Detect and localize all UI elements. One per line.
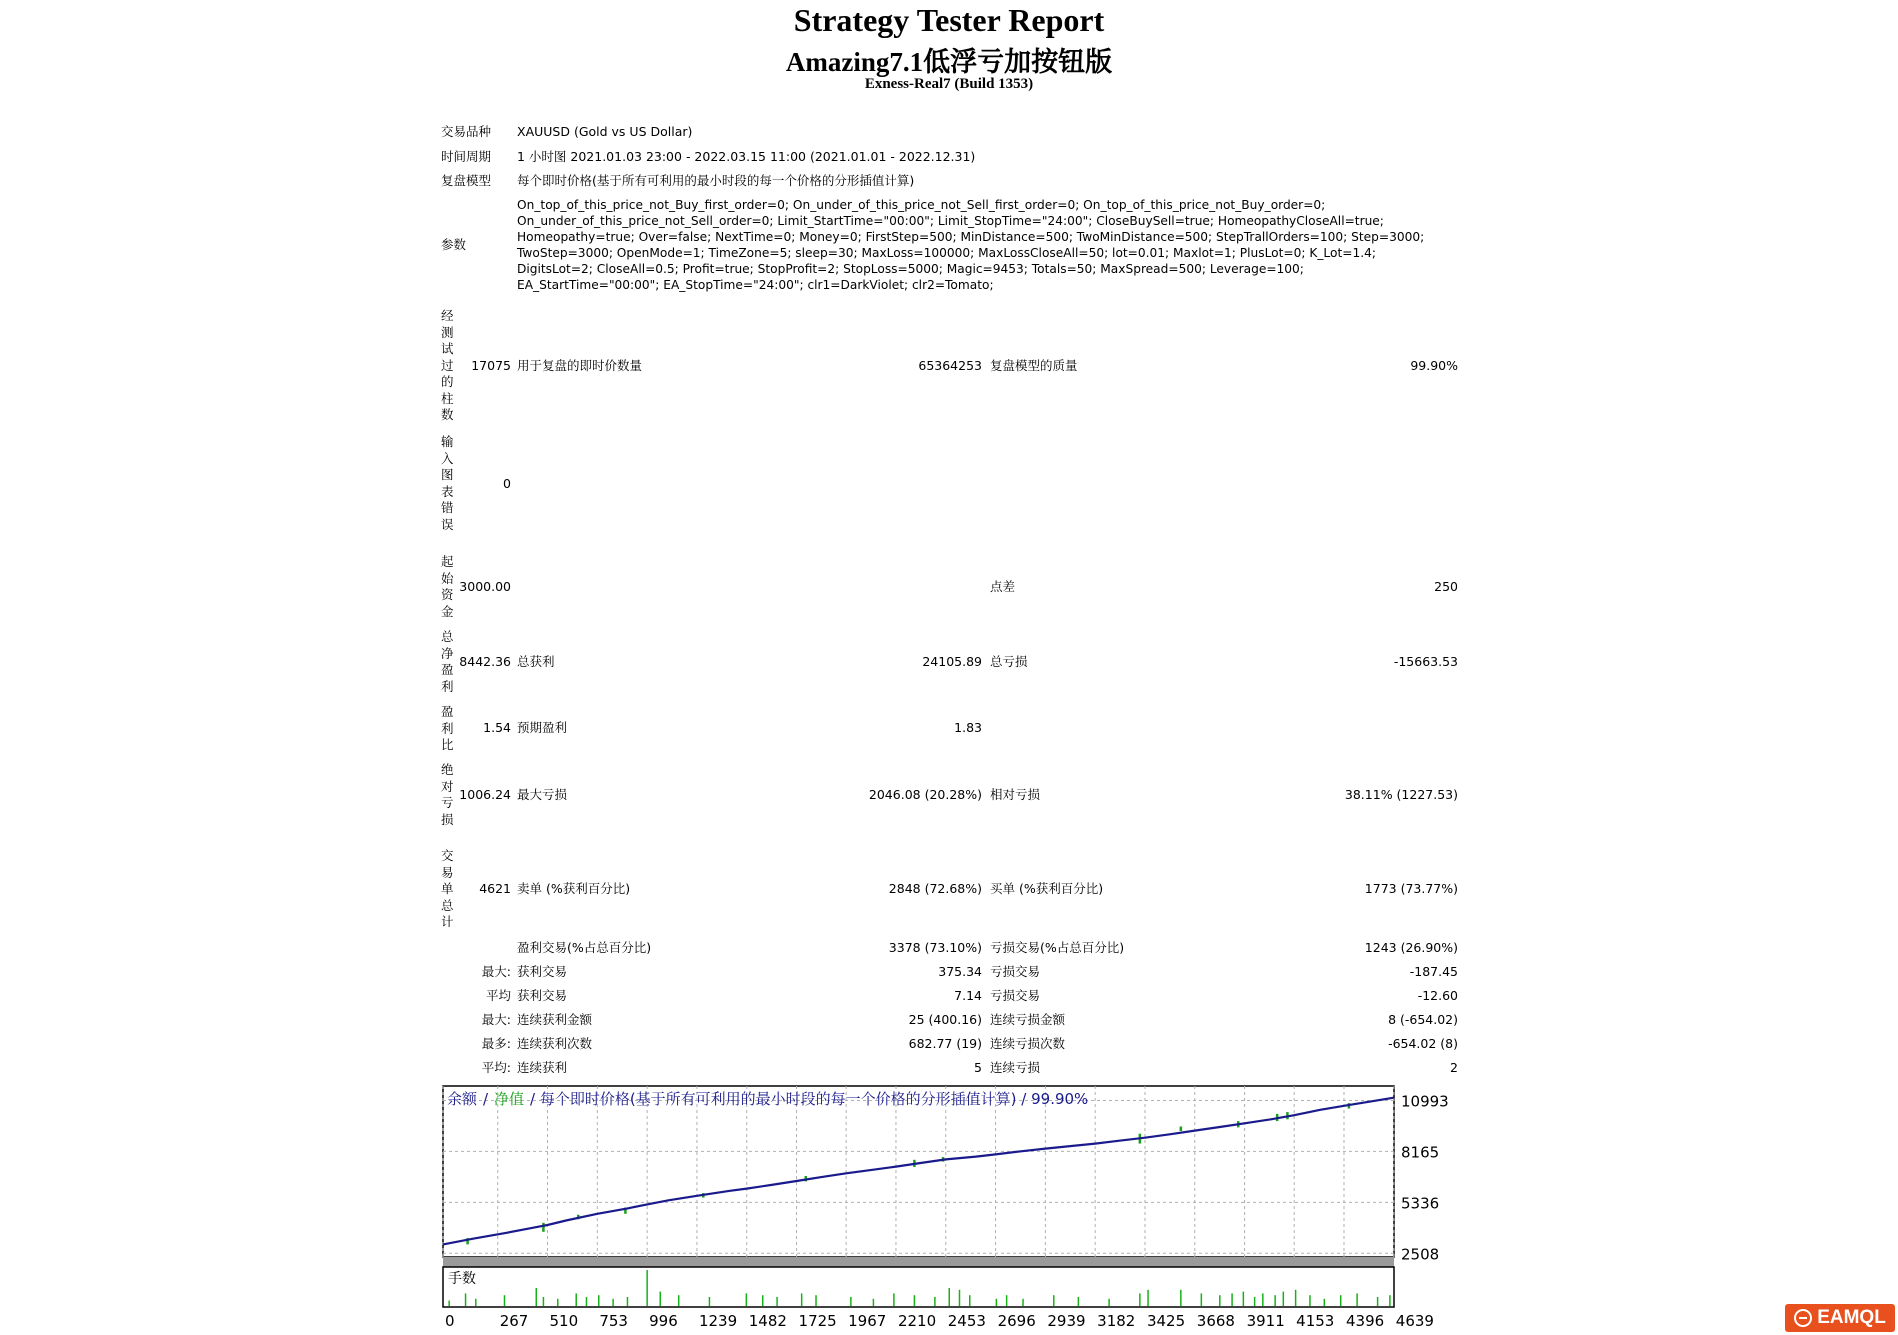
y-axis-ticks [1401, 1093, 1449, 1264]
largest-label: 最大: [481, 964, 511, 979]
average-label: 平均 [485, 988, 511, 1003]
x-tick-label: 1725 [798, 1312, 837, 1330]
expected-label: 预期盈利 [517, 720, 568, 735]
profit-trades-label: 盈利交易(%占总百分比) [517, 940, 652, 955]
x-tick-label: 3668 [1196, 1312, 1235, 1330]
symbol-label: 交易品种 [441, 124, 492, 139]
server-info: Exness-Real7 (Build 1353) [864, 76, 1034, 92]
avgcons-losses-label: 连续亏损 [990, 1060, 1041, 1075]
spread-value: 250 [1434, 579, 1458, 594]
loss-trades-label: 亏损交易(%占总百分比) [990, 940, 1125, 955]
volume-label: 手数 [448, 1271, 476, 1287]
x-tick-label: 2939 [1047, 1312, 1086, 1330]
short-value: 2848 (72.68%) [888, 881, 982, 896]
ticks-value: 65364253 [918, 358, 982, 373]
trades-label: 交易单总计 [441, 848, 454, 929]
period-value: 1 小时图 2021.01.03 23:00 - 2022.03.15 11:00 (2021.01.01 - 2022.12.31) [517, 149, 976, 164]
errors-value: 0 [503, 476, 511, 491]
grossloss-label: 总亏损 [990, 654, 1028, 669]
y-tick-label: 8165 [1401, 1143, 1440, 1162]
x-axis-ticks [445, 1312, 1434, 1330]
maximal-loss-label: 连续亏损次数 [990, 1036, 1066, 1051]
x-tick-label: 4396 [1345, 1312, 1385, 1330]
loss-trades-value: 1243 (26.90%) [1364, 940, 1458, 955]
y-tick-label: 2508 [1401, 1245, 1440, 1264]
maximal-loss-value: -654.02 (8) [1388, 1036, 1458, 1051]
bars-label: 经测试过的柱数 [441, 308, 454, 422]
bars-value: 17075 [471, 358, 511, 373]
legend-description: / 每个即时价格(基于所有可利用的最小时段的每一个价格的分形插值计算) / 99.90% [530, 1090, 1089, 1108]
reldd-value: 38.11% (1227.53) [1344, 787, 1458, 802]
x-tick-label: 3182 [1097, 1312, 1136, 1330]
maxdd-label: 最大亏损 [517, 787, 568, 802]
volume-plot-area [443, 1267, 1394, 1307]
average-profit-value: 7.14 [954, 988, 982, 1003]
x-tick-label: 0 [445, 1312, 455, 1330]
grossloss-value: -15663.53 [1393, 654, 1458, 669]
long-label: 买单 (%获利百分比) [990, 881, 1104, 896]
deposit-label: 起始资金 [441, 554, 454, 619]
maxcons-label: 最大: [481, 1012, 511, 1027]
quality-value: 99.90% [1410, 358, 1458, 373]
legend-balance: 余额 [447, 1090, 478, 1108]
legend-separator: / [483, 1090, 489, 1108]
x-tick-label: 753 [599, 1312, 628, 1330]
x-tick-label: 4639 [1395, 1312, 1434, 1330]
x-tick-label: 4153 [1296, 1312, 1335, 1330]
maxcons-losses-label: 连续亏损金额 [990, 1012, 1066, 1027]
x-tick-label: 267 [499, 1312, 529, 1330]
legend-equity: 净值 [494, 1090, 525, 1108]
reldd-label: 相对亏损 [990, 787, 1041, 802]
largest-profit-label: 获利交易 [517, 964, 568, 979]
maximal-label: 最多: [481, 1036, 511, 1051]
x-tick-label: 1239 [698, 1312, 738, 1330]
eamql-watermark-logo: EAMQL [1785, 1304, 1895, 1332]
plot-separator-bar [443, 1257, 1394, 1267]
avgcons-wins-label: 连续获利 [517, 1060, 568, 1075]
symbol-value: XAUUSD (Gold vs US Dollar) [517, 124, 693, 139]
x-tick-label: 2210 [897, 1312, 937, 1330]
absdd-value: 1006.24 [459, 787, 511, 802]
profit-trades-value: 3378 (73.10%) [888, 940, 982, 955]
netprofit-label: 总净盈利 [441, 629, 454, 694]
absdd-label: 绝对亏损 [441, 762, 454, 827]
average-profit-label: 获利交易 [517, 988, 568, 1003]
netprofit-value: 8442.36 [459, 654, 511, 669]
grossprofit-label: 总获利 [517, 654, 555, 669]
params-value: On_top_of_this_price_not_Buy_first_order=0; On_under_of_this_price_not_Sell_first_order=0; On_top_of_this_price_not_Buy_order=0; On_under_of_this_price_not_Sell_order=0; Limit_StartTime="00:00"; Limit_StopTime="24:00"; CloseBuySell=true; HomeopathyCloseAll=true; Homeopathy=true; Over=false; NextTime=0; Money=0; FirstStep=500; MinDistance=500; TwoMinDistance=500; StepTrallOrders=100; Step=3000; TwoStep=3000; OpenMode=1; TimeZone=5; sleep=30; MaxLoss=100000; MaxLossCloseAll=50; lot=0.01; Maxlot=1; PlusLot=0; K_Lot=1.4; DigitsLot=2; CloseAll=0.5; Profit=true; StopProfit=2; StopLoss=5000; Magic=9453; Totals=50; MaxSpread=500; Leverage=100; EA_StartTime="00:00"; EA_StopTime="24:00"; clr1=DarkViolet; clr2=Tomato; [517, 198, 1425, 292]
quality-label: 复盘模型的质量 [990, 358, 1078, 373]
errors-label: 输入图表错误 [441, 434, 454, 532]
maxcons-losses-value: 8 (-654.02) [1388, 1012, 1458, 1027]
logo-icon [1794, 1309, 1812, 1327]
model-label: 复盘模型 [441, 173, 492, 188]
avgcons-label: 平均: [481, 1060, 511, 1075]
report-subtitle: Amazing7.1低浮亏加按钮版 [785, 47, 1113, 77]
short-label: 卖单 (%获利百分比) [517, 881, 631, 896]
maxdd-value: 2046.08 (20.28%) [868, 787, 982, 802]
model-value: 每个即时价格(基于所有可利用的最小时段的每一个价格的分形插值计算) [517, 173, 915, 188]
maximal-profit-value: 682.77 (19) [908, 1036, 982, 1051]
x-tick-label: 1967 [848, 1312, 887, 1330]
ticks-label: 用于复盘的即时价数量 [517, 358, 643, 373]
main-plot-area [443, 1086, 1394, 1257]
trades-value: 4621 [479, 881, 511, 896]
x-tick-label: 1482 [748, 1312, 787, 1330]
expected-value: 1.83 [954, 720, 982, 735]
spread-label: 点差 [990, 579, 1016, 594]
y-tick-label: 10993 [1401, 1092, 1449, 1111]
report-title: Strategy Tester Report [793, 2, 1105, 38]
largest-loss-label: 亏损交易 [990, 964, 1041, 979]
x-tick-label: 3425 [1146, 1312, 1186, 1330]
long-value: 1773 (73.77%) [1364, 881, 1458, 896]
average-loss-label: 亏损交易 [990, 988, 1041, 1003]
maxcons-wins-value: 25 (400.16) [908, 1012, 982, 1027]
period-label: 时间周期 [441, 149, 492, 164]
x-tick-label: 996 [649, 1312, 678, 1330]
largest-loss-value: -187.45 [1409, 964, 1458, 979]
params-label: 参数 [441, 237, 467, 252]
x-tick-label: 510 [549, 1312, 579, 1330]
maximal-profit-label: 连续获利次数 [517, 1036, 593, 1051]
x-tick-label: 3911 [1246, 1312, 1285, 1330]
avgcons-losses-value: 2 [1450, 1060, 1458, 1075]
chart-frame [443, 1086, 1394, 1307]
x-tick-label: 2696 [997, 1312, 1036, 1330]
largest-profit-value: 375.34 [938, 964, 982, 979]
avgcons-wins-value: 5 [974, 1060, 982, 1075]
pf-value: 1.54 [483, 720, 511, 735]
pf-label: 盈利比 [441, 704, 454, 752]
y-tick-label: 5336 [1401, 1194, 1440, 1213]
x-tick-label: 2453 [947, 1312, 986, 1330]
grossprofit-value: 24105.89 [922, 654, 982, 669]
maxcons-wins-label: 连续获利金额 [517, 1012, 593, 1027]
average-loss-value: -12.60 [1417, 988, 1458, 1003]
deposit-value: 3000.00 [459, 579, 511, 594]
